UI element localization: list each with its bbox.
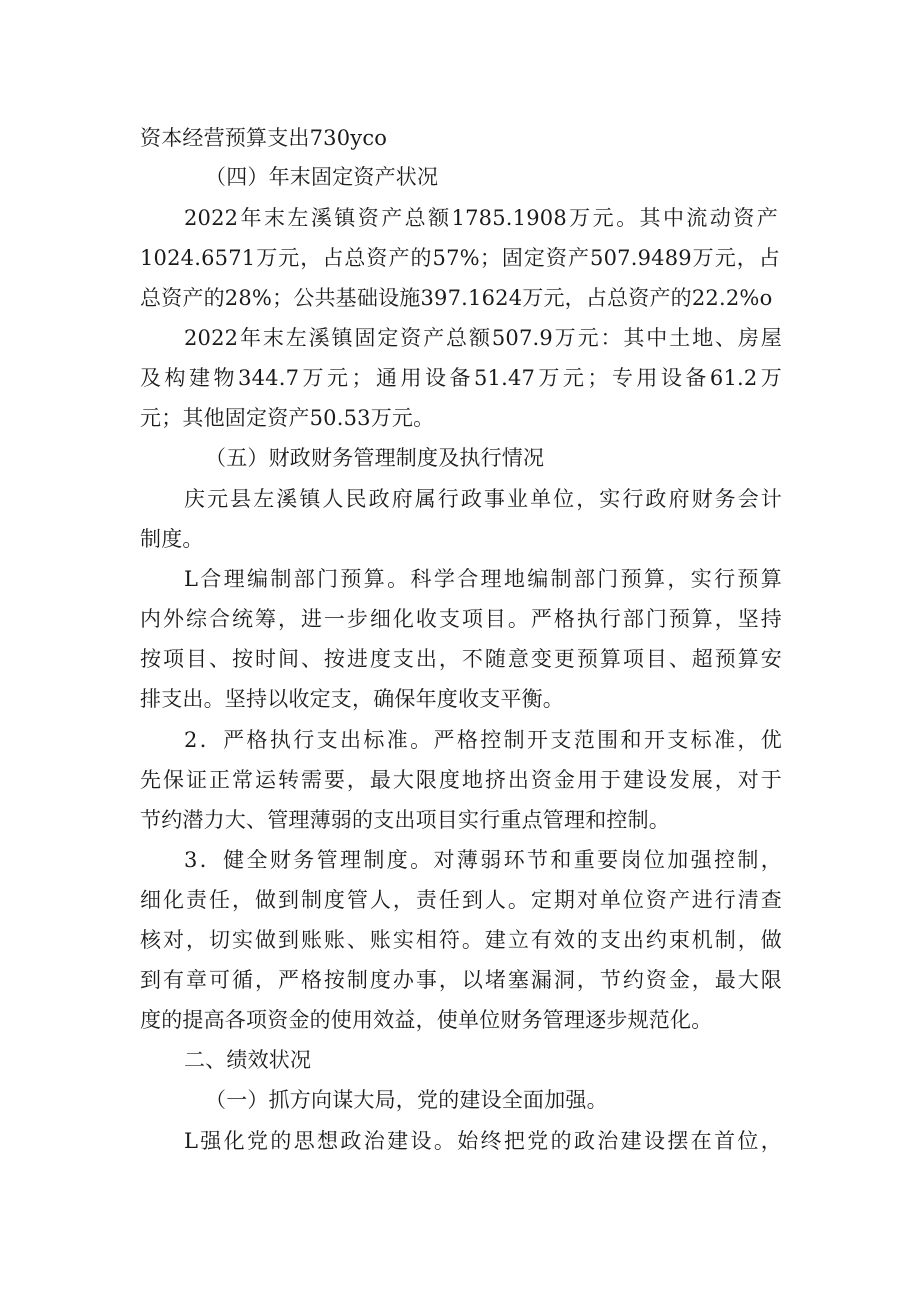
section-heading: （一）抓方向谋大局，党的建设全面加强。 xyxy=(205,1088,608,1112)
text-line: 到有章可循，严格按制度办事，以堵塞漏洞，节约资金，最大限 xyxy=(140,968,782,992)
text-line: 排支出。坚持以收定支，确保年度收支平衡。 xyxy=(140,687,564,711)
text-line: 3．健全财务管理制度。对薄弱环节和重要岗位加强控制， xyxy=(184,848,782,872)
text-line: 1024.6571万元，占总资产的57%；固定资产507.9489万元，占 xyxy=(140,246,780,270)
text-line: 按项目、按时间、按进度支出，不随意变更预算项目、超预算安 xyxy=(140,647,782,671)
text-line: 2．严格执行支出标准。严格控制开支范围和开支标准，优 xyxy=(184,728,782,752)
text-line: 先保证正常运转需要，最大限度地挤出资金用于建设发展，对于 xyxy=(140,768,782,792)
text-line: 元；其他固定资产50.53万元。 xyxy=(140,406,435,430)
text-line: L合理编制部门预算。科学合理地编制部门预算，实行预算 xyxy=(184,567,782,591)
text-line: 度的提高各项资金的使用效益，使单位财务管理逐步规范化。 xyxy=(140,1008,713,1032)
text-line: 核对，切实做到账账、账实相符。建立有效的支出约束机制，做 xyxy=(140,928,782,952)
text-line: L强化党的思想政治建设。始终把党的政治建设摆在首位， xyxy=(184,1129,782,1153)
text-line: 2022年末左溪镇固定资产总额507.9万元：其中土地、房屋 xyxy=(184,326,782,350)
text-line: 庆元县左溪镇人民政府属行政事业单位，实行政府财务会计 xyxy=(184,487,782,511)
text-line: 细化责任，做到制度管人，责任到人。定期对单位资产进行清查 xyxy=(140,888,782,912)
text-line: 节约潜力大、管理薄弱的支出项目实行重点管理和控制。 xyxy=(140,808,670,832)
section-heading: 二、绩效状况 xyxy=(184,1048,312,1072)
text-line: 资本经营预算支出730yco xyxy=(140,126,388,150)
text-line: 及构建物344.7万元；通用设备51.47万元；专用设备61.2万 xyxy=(140,366,782,390)
text-line: 2022年末左溪镇资产总额1785.1908万元。其中流动资产 xyxy=(184,206,778,230)
text-line: 制度。 xyxy=(140,527,204,551)
text-line: 内外综合统筹，进一步细化收支项目。严格执行部门预算，坚持 xyxy=(140,607,782,631)
text-line: 总资产的28%；公共基础设施397.1624万元，占总资产的22.2%o xyxy=(140,286,773,310)
section-heading: （五）财政财务管理制度及执行情况 xyxy=(205,446,545,470)
section-heading: （四）年末固定资产状况 xyxy=(205,165,439,189)
